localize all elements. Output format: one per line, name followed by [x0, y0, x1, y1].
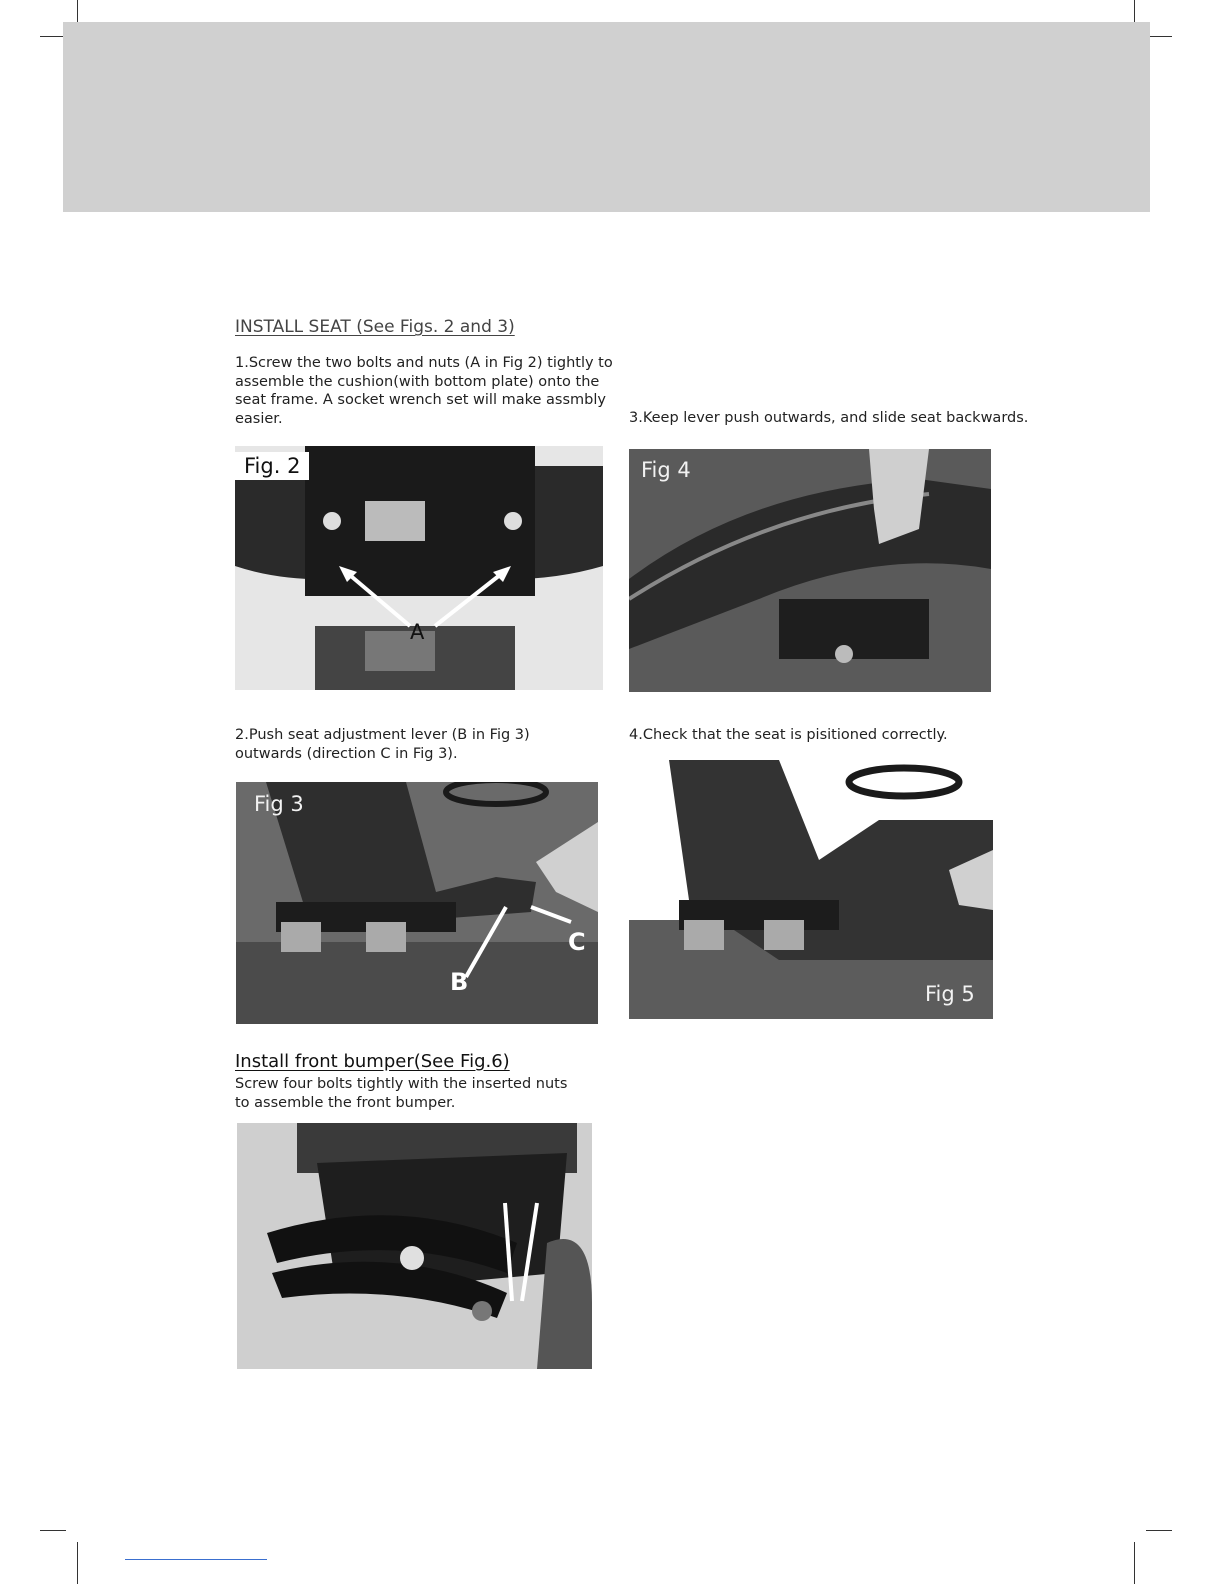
fig-2-photo [235, 446, 603, 690]
install-seat-heading: INSTALL SEAT (See Figs. 2 and 3) [235, 317, 515, 337]
front-bumper-heading: Install front bumper(See Fig.6) [235, 1051, 510, 1072]
fig-5-photo [629, 760, 993, 1019]
fig-2-callout-a: A [410, 620, 425, 644]
fig-4-photo [629, 449, 991, 692]
step-4-text: 4.Check that the seat is pisitioned correctly. [629, 727, 948, 743]
crop-mark [1134, 1542, 1135, 1584]
front-bumper-text: Screw four bolts tightly with the inserted nuts to assemble the front bumper. [235, 1076, 568, 1111]
crop-mark [1146, 1530, 1172, 1531]
step-3-text: 3.Keep lever push outwards, and slide seat backwards. [629, 410, 1029, 426]
fig-2-label: Fig. 2 [235, 452, 309, 480]
fig-3-label: Fig 3 [254, 792, 304, 816]
fig-3-callout-c: C [568, 928, 586, 956]
crop-mark [77, 0, 78, 24]
footer-link-rule [125, 1559, 267, 1560]
fig-6-photo [237, 1123, 592, 1369]
fig-4-label: Fig 4 [641, 458, 691, 482]
crop-mark [40, 1530, 66, 1531]
crop-mark [77, 1542, 78, 1584]
crop-mark [1134, 0, 1135, 24]
step-1-text: 1.Screw the two bolts and nuts (A in Fig 2) tightly to assemble the cushion(with bottom plate) onto the seat frame. A socket wrench set will make assmbly easier. [235, 355, 613, 427]
fig-5-label: Fig 5 [925, 982, 975, 1006]
step-2-text: 2.Push seat adjustment lever (B in Fig 3) outwards (direction C in Fig 3). [235, 727, 530, 762]
fig-3-callout-b: B [450, 968, 469, 996]
fig-3-photo [236, 782, 598, 1024]
header-band [63, 22, 1150, 212]
